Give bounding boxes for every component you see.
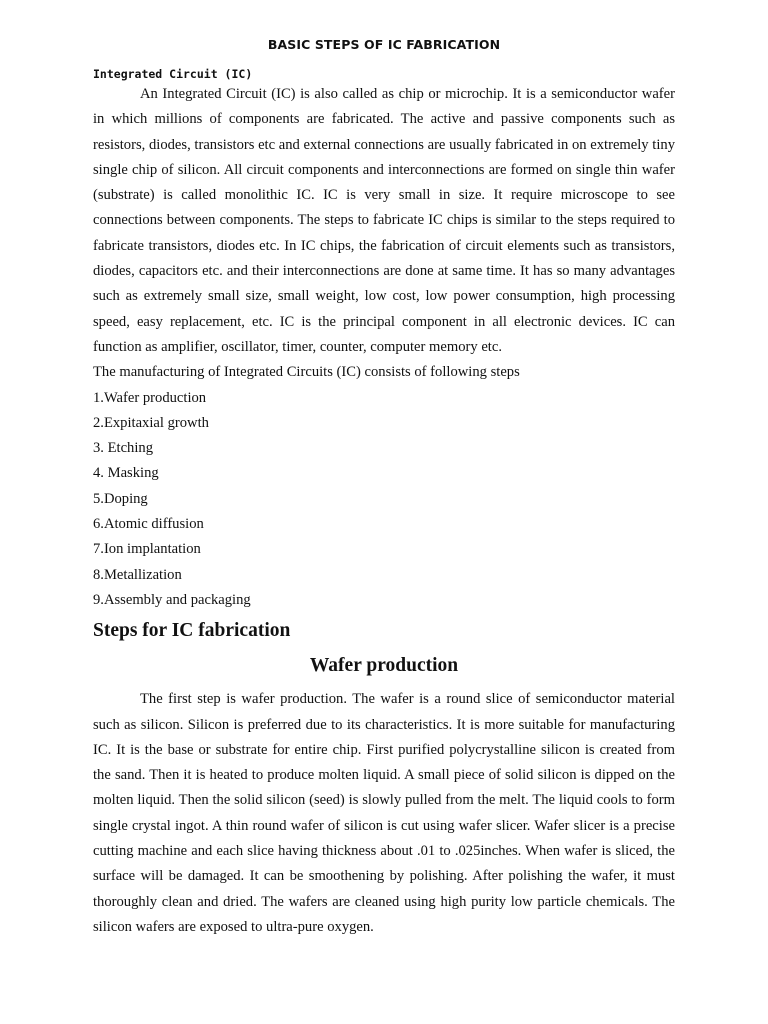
wafer-paragraph: The first step is wafer production. The wafer is a round slice of semiconductor material such as silicon. Silicon is preferred due to its characteristics. It is more suitable for manufacturing IC. It is the base or substrate for entire chip. First purified polycrystalline silicon is created from the sand. Then it is heated to produce molten liquid. A small piece of solid silicon is dipped on the molten liquid. Then the solid silicon (seed) is slowly pulled from the melt. The liquid cools to form single crystal ingot. A thin round wafer of silicon is cut using wafer slicer. Wafer slicer is a precise cutting machine and each slice having thickness about .01 to .025inches. When wafer is sliced, the surface will be damaged. It can be smoothening by polishing. After polishing the wafer, it must thoroughly clean and dried. The wafers are cleaned using high purity low particle chemicals. The silicon wafers are exposed to ultra-pure oxygen. <box>93 691 675 935</box>
steps-list-intro: The manufacturing of Integrated Circuits (IC) consists of following steps <box>93 364 520 381</box>
list-item: 4. Masking <box>93 465 159 482</box>
list-item: 6.Atomic diffusion <box>93 516 204 533</box>
list-item: 2.Expitaxial growth <box>93 414 209 431</box>
steps-list <box>93 386 675 614</box>
document-title: BASIC STEPS OF IC FABRICATION <box>267 37 501 52</box>
heading-wafer-production: Wafer production <box>309 655 459 677</box>
list-item: 7.Ion implantation <box>93 541 201 558</box>
list-item: 8.Metallization <box>93 566 182 583</box>
intro-paragraph: An Integrated Circuit (IC) is also called as chip or microchip. It is a semiconductor wafer in which millions of components are fabricated. The active and passive components such as resistors, diodes, transistors etc and external connections are usually fabricated in on extremely tiny single chip of silicon. All circuit components and interconnections are formed on single thin wafer (substrate) is called monolithic IC. IC is very small in size. It require microscope to see connections between components. The steps to fabricate IC chips is similar to the steps required to fabricate transistors, diodes etc. In IC chips, the fabrication of circuit elements such as transistors, diodes, capacitors etc. and their interconnections are done at same time. It has so many advantages such as extremely small size, small weight, low cost, low power consumption, high processing speed, easy replacement, etc. IC is the principal component in all electronic devices. IC can function as amplifier, oscillator, timer, counter, computer memory etc. <box>93 86 675 355</box>
list-item: 3. Etching <box>93 440 153 457</box>
heading-steps-for-ic-fabrication: Steps for IC fabrication <box>93 620 291 642</box>
section-label-ic: Integrated Circuit (IC) <box>93 67 253 81</box>
list-item: 5.Doping <box>93 490 148 507</box>
list-item: 9.Assembly and packaging <box>93 591 251 608</box>
list-item: 1.Wafer production <box>93 389 207 406</box>
